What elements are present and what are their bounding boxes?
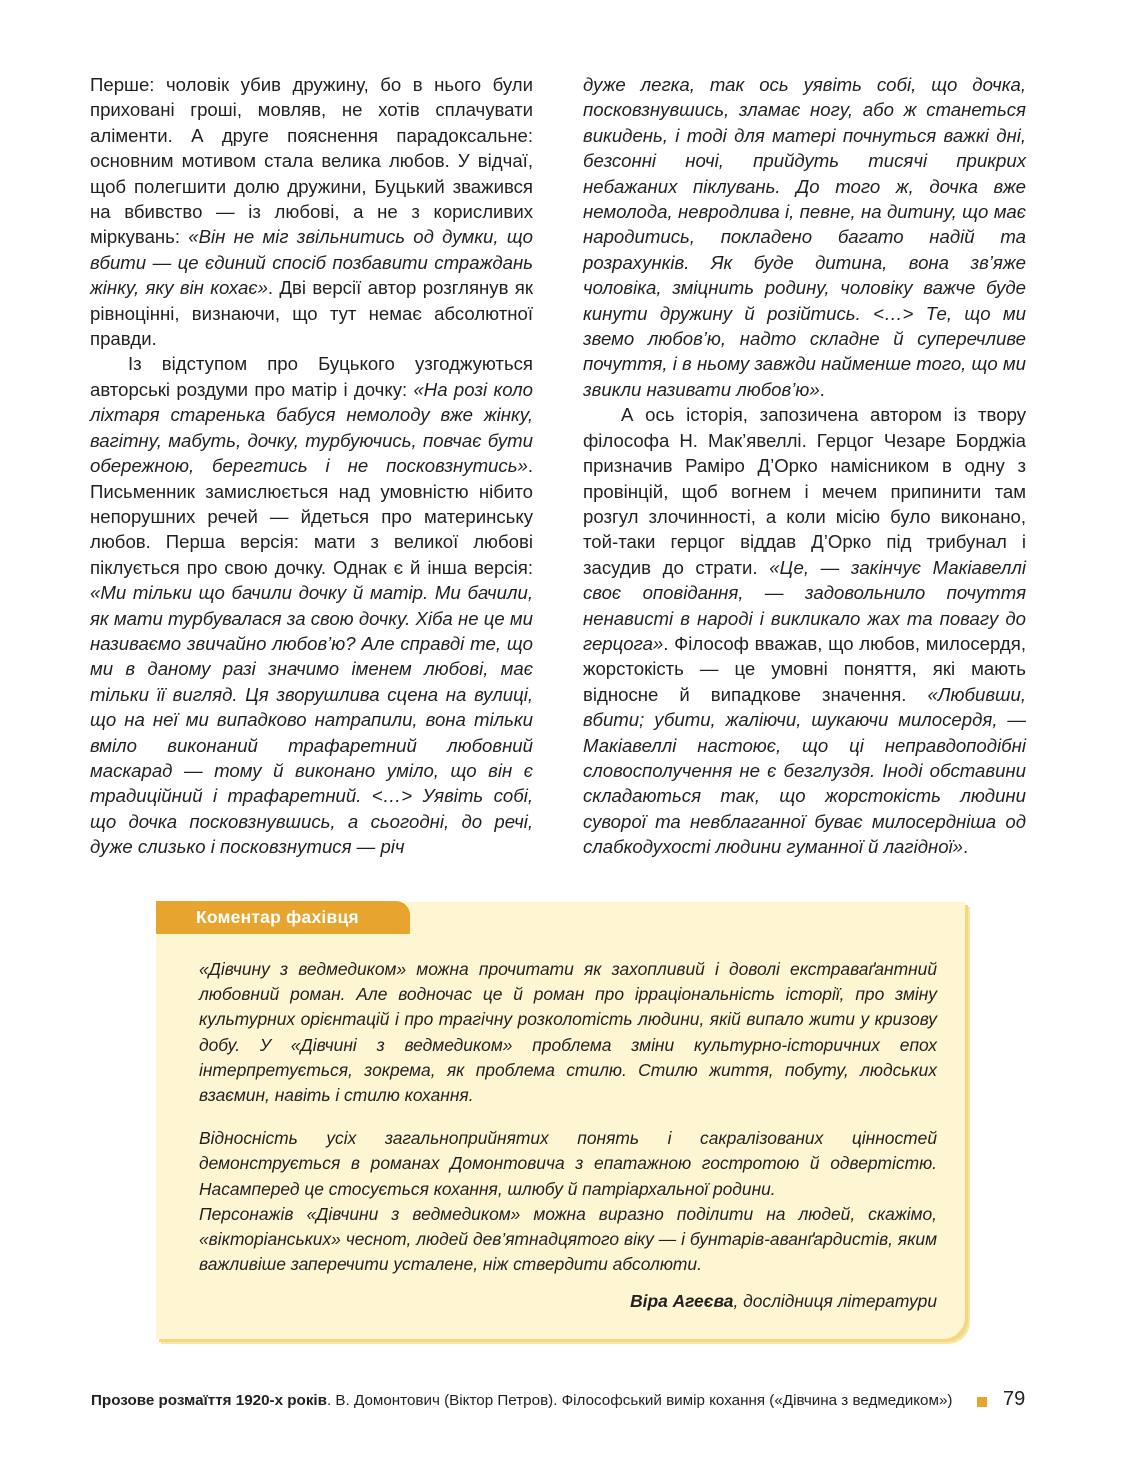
paragraph-text: . Філософ вважав, що любов, милосердя, жорстокість — це умовні поняття, які мають відносне й випадкове значення. [583,632,1026,705]
paragraph [90,351,533,859]
comment-signature [630,1291,937,1312]
paragraph-text: Із відступом про Буцького узгоджуються авторські роздуми про матір і дочку: [90,353,533,400]
quote: «Любивши, вбити; убити, жаліючи, шукаючи милосердя, — Макіавеллі настоює, що ці неправдоподібні словосполучення не є безглуздя. Іноді обставини складаються так, що жорстокість людини суворої та невблаганної буває милосердніша од слабкодухості людини гуманної й лагідної» [583,683,1026,858]
quote: «Ми тільки що бачили дочку й матір. Ми бачили, як мати турбувалася за свою дочку. Хіба не це ми називаємо звичайно любов’ю? Але справді те, що ми в даному разі значимо іменем любові, має тільки її вигляд. Ця зворушлива сцена на вулиці, що на неї ми випадково натрапили, вона тільки вміло виконаний трафаретний любовний маскарад — тому й виконано уміло, що він є традиційний і трафаретний. <…> Уявіть собі, що дочка посковзнувшись, а сьогодні, до речі, дуже слизько і посковзнутися — річ [90,582,533,858]
author-name: Віра Агеєва [630,1291,734,1311]
paragraph-text: А ось історія, запозичена автором із твору філософа Н. Мак’явеллі. Герцог Чезаре Борджіа призначив Раміро Д’Орко намісником в одну з провінцій, щоб вогнем і мечем припинити там розгул злочинності, а коли місію було виконано, той-таки герцог віддав Д’Орко під трибунал і засудив до страти. [583,404,1026,578]
author-role: , дослідниця літератури [733,1291,937,1311]
paragraph-text: . [963,836,969,858]
quote: «Це, — закінчує Макіавеллі своє оповідання, — задовольнило почуття ненависті в народі і викликало жах та повагу до герцога» [583,556,1026,654]
comment-paragraph: «Дівчину з ведмедиком» можна прочитати як захопливий і доволі екстраваґантний любовний роман. Але водночас це й роман про ірраціональність історії, про зміну культурних орієнтацій і про трагічну розколотість людини, якій випало жити у кризову добу. У «Дівчині з ведмедиком» проблема зміни культурно-історичних епох інтерпретується, зокрема, як проблема стилю. Стилю життя, побуту, людських взаємин, навіть і стилю кохання. [199,959,937,1106]
quote: «На розі коло ліхтаря старенька бабуся немолоду вже жінку, вагітну, мабуть, дочку, турбуючись, повчає бути обережною, берегтись і не посковзнутись» [90,378,533,477]
paragraph-text: . Письменник замислюється над умовністю нібито непорушних речей — йдеться про материнську любов. Перша версія: мати з великої любові піклується про свою дочку. Однак є й інша версія: [90,455,533,578]
quote: дуже легка, так ось уявіть собі, що дочка, посковзнувшись, зламає ногу, або ж станеться викидень, і тоді для матері почнуться важкі дні, безсонні ночі, прийдуть тисячі прикрих небажаних піклувань. До того ж, дочка вже немолода, невродлива і, певне, на дитину, що має народитись, покладено багато надій та розрахунків. Як буде дитина, вона зв’яже чоловіка, зміцнить родину, чоловіку важче буде кинути дружину й розійтись. <…> Те, що ми звемо любов’ю, надто складне й суперечливе почуття, і в ньому завжди найменше того, що ми звикли називати любов’ю» [583,74,1026,400]
paragraph-text: . [819,378,825,400]
expert-comment-text [199,957,937,1277]
page-number: 79 [1003,1388,1026,1410]
expert-comment-tab: Коментар фахівця [156,901,410,934]
footer-series-title: Прозове розмаїття 1920-х років [91,1392,327,1409]
footer-square-icon [977,1397,987,1407]
quote: «Він не міг звільнитись од думки, що вбити — це єдиний спосіб позбавити страждань жінку, яку він кохає» [90,226,533,299]
footer-chapter-title: . В. Домонтович (Віктор Петров). Філософський вимір кохання («Дівчина з ведмедиком») [326,1392,953,1409]
paragraph [583,72,1026,402]
paragraph-text: . Дві версії автор розглянув як рівноцінні, визнаючи, що тут немає абсолютної правди. [90,277,533,350]
right-text-column [583,72,1026,860]
paragraph [90,72,533,351]
comment-paragraph: Відносність усіх загальноприйнятих понять і сакралізованих цінностей демонструється в романах Домонтовича з епатажною гостротою й одвертістю. Насамперед це стосується кохання, шлюбу й патріархальної родини. [199,1128,937,1199]
comment-paragraph: Персонажів «Дівчини з ведмедиком» можна виразно поділити на людей, скажімо, «вікторіанських» чеснот, людей дев’ятнадцятого віку — і бунтарів-аванґардистів, яким важливіше заперечити усталене, ніж ствердити абсолюти. [199,1203,937,1275]
left-text-column [90,72,533,860]
paragraph [583,402,1026,859]
page-footer [91,1388,1031,1410]
paragraph-text: Перше: чоловік убив дружину, бо в нього були приховані гроші, мовляв, не хотів сплачувати аліменти. А друге пояснення парадоксальне: основним мотивом стала велика любов. У відчаї, щоб полегшити долю дружини, Буцький зважився на вбивство — із любові, а не з корисливих міркувань: [90,74,533,248]
